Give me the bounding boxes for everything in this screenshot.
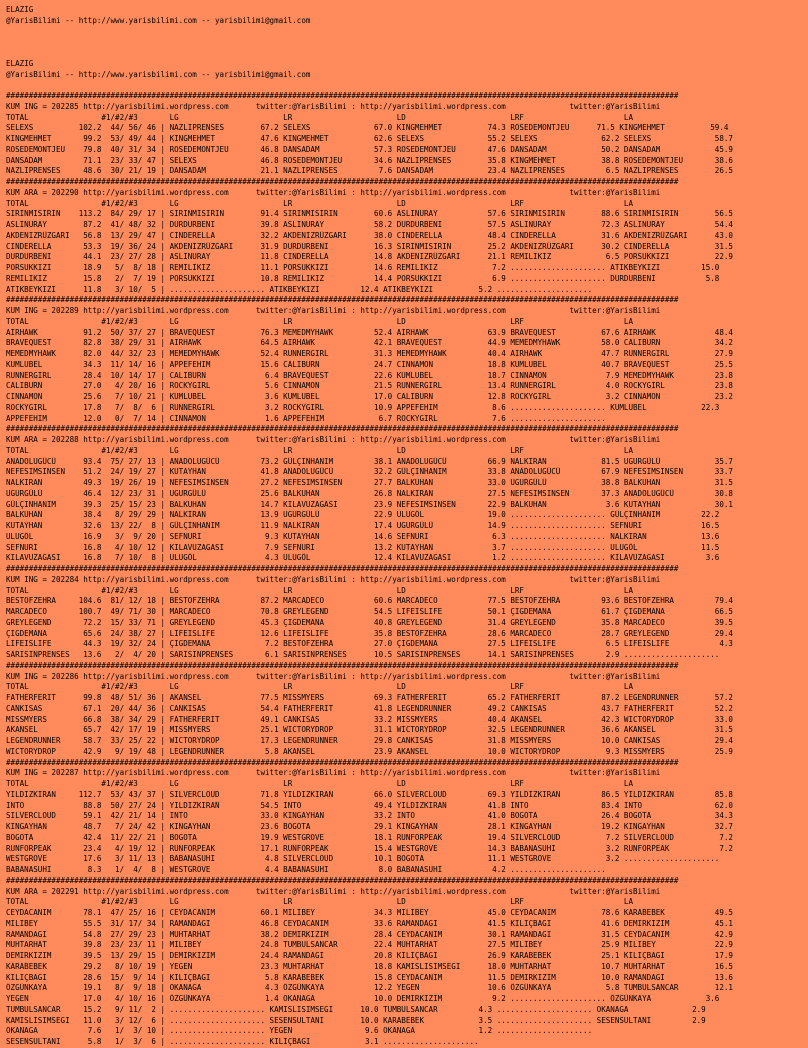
result-row: BESTOFZEHRA 104.6 81/ 12/ 18 | BESTOFZEHRA 87.2 MARCADECO 60.6 MARCADECO 77.5 BESTOFZEHRA 93.6 BESTOFZEHRA 79.4 (6, 596, 733, 606)
section-divider: #################################################################################################################################################### (6, 424, 679, 434)
race-header: KUM ING = 202289 http://yarisbilimi.wordpress.com twitter:@YarisBilimi : http://yarisbilimi.wordpress.com twitter:@YarisBilimi (6, 306, 661, 315)
result-row: ATIKBEYKIZI 11.8 3/ 10/ 5 | ..................... ATIKBEYKIZI 12.4 ATIKBEYKIZI 5.2 ..................... (6, 284, 593, 294)
result-row: AKANSEL 65.7 42/ 17/ 19 | MISSMYERS 25.1 WICTORYDROP 31.1 WICTORYDROP 32.5 LEGENDRUNNER 36.6 AKANSEL 31.5 (6, 725, 733, 735)
result-row: GREYLEGEND 72.2 15/ 33/ 71 | GREYLEGEND 45.3 ÇIGDEMANA 40.8 GREYLEGEND 31.4 GREYLEGEND 35.8 MARCADECO 39.5 (6, 617, 733, 627)
result-row: NAZLIPRENSES 48.6 30/ 21/ 19 | DANSADAM 21.1 NAZLIPRENSES 7.6 DANSADAM 23.4 NAZLIPRENSES 6.5 NAZLIPRENSES 26.5 (6, 166, 733, 176)
result-row: MEMEDMYHAWK 82.0 44/ 32/ 23 | MEMEDMYHAWK 52.4 RUNNERGIRL 31.3 MEMEDMYHAWK 40.4 AIRHAWK 47.7 RUNNERGIRL 27.9 (6, 349, 733, 358)
race-header: KUM ING = 202284 http://yarisbilimi.wordpress.com twitter:@YarisBilimi : http://yarisbilimi.wordpress.com twitter:@YarisBilimi (6, 574, 661, 584)
result-row: CANKISAS 67.1 20/ 44/ 36 | CANKISAS 54.4 FATHERFERIT 41.8 LEGENDRUNNER 49.2 CANKISAS 43.7 FATHERFERIT 52.2 (6, 703, 733, 713)
result-row: AKDENIZRÜZGARI 56.8 13/ 29/ 47 | CINDERELLA 32.2 AKDENIZRÜZGARI 38.0 CINDERELLA 48.4 CINDERELLA 31.6 AKDENIZRÜZGARI 43.0 (6, 230, 733, 240)
result-row: UGURGÜLÜ 46.4 12/ 23/ 31 | UGURGÜLÜ 25.6 BALKUHAN 26.8 NALKIRAN 27.5 NEFESIMSINSEN 37.3 ANADOLUGÜCÜ 30.8 (6, 488, 733, 498)
result-row: CINNAMON 25.6 7/ 10/ 21 | KUMLUBEL 3.6 KUMLUBEL 17.0 CALIBURN 12.8 ROCKYGIRL 3.2 CINNAMON 23.2 (6, 392, 733, 401)
result-row: SILVERCLOUD 59.1 42/ 21/ 14 | INTO 33.0 KINGAYHAN 33.2 INTO 41.0 BOGOTA 26.4 BOGOTA 34.3 (6, 811, 733, 821)
result-row: WICTORYDROP 42.9 9/ 19/ 48 | LEGENDRUNNER 5.8 AKANSEL 23.9 AKANSEL 10.0 WICTORYDROP 9.3 MISSMYERS 25.9 (6, 746, 733, 756)
result-row: NEFESIMSINSEN 51.2 24/ 19/ 27 | KUTAYHAN 41.8 ANADOLUGÜCÜ 32.2 GÜLÇINHANIM 33.8 ANADOLUGÜCÜ 67.9 NEFESIMSINSEN 33.7 (6, 467, 733, 477)
column-header: TOTAL #1/#2/#3 LG LR LD LRF LA (6, 897, 634, 907)
result-row: ULUGÖL 16.9 3/ 9/ 20 | SEFNURI 9.3 KUTAYHAN 14.6 SEFNURI 6.3 ..................... NALKIRAN 13.6 (6, 531, 720, 541)
result-row: MUHTARHAT 39.8 23/ 23/ 11 | MILIBEY 24.8 TUMBULSANCAR 22.4 MUHTARHAT 27.5 MILIBEY 25.9 MILIBEY 22.9 (6, 940, 733, 950)
race-results-report (6, 91, 808, 1048)
race-header: KUM ARA = 202290 http://yarisbilimi.wordpress.com twitter:@YarisBilimi : http://yarisbilimi.wordpress.com twitter:@YarisBilimi (6, 187, 661, 197)
result-row: BABANASUHI 8.3 1/ 4/ 8 | WESTGROVE 4.4 BABANASUHI 8.0 BABANASUHI 4.2 ..................... (6, 865, 606, 874)
result-row: ASLINURAY 87.2 41/ 48/ 32 | DURDURBENI 39.8 ASLINURAY 58.2 DURDURBENI 57.5 ASLINURAY 72.3 ASLINURAY 54.4 (6, 220, 733, 229)
column-header: TOTAL #1/#2/#3 LG LR LD LRF LA (6, 779, 634, 788)
result-row: SESENSULTANI 5.8 1/ 3/ 6 | ..................... KILIÇBAGI 3.1 ..................... (6, 1037, 479, 1046)
result-row: GÜLÇINHANIM 39.3 25/ 15/ 23 | BALKUHAN 14.7 KILAVUZAGASI 23.9 NEFESIMSINSEN 22.9 BALKUHAN 3.6 KUTAYHAN 30.1 (6, 499, 733, 509)
result-row: APPEFEHIM 12.0 0/ 7/ 14 | CINNAMON 1.6 APPEFEHIM 6.7 ROCKYGIRL 7.6 ..................... (6, 413, 606, 423)
section-divider: #################################################################################################################################################### (6, 91, 679, 100)
result-row: KAMISLISIMSEGI 11.0 3/ 12/ 6 | ..................... SESENSULTANI 10.0 KARABEBEK 3.5 ..................... SESENSULTANI 2.9 (6, 1015, 706, 1025)
result-row: KINGMEHMET 99.2 53/ 49/ 44 | KINGMEHMET 47.6 KINGMEHMET 62.6 SELEXS 55.2 SELEXS 62.2 SELEXS 58.7 (6, 134, 733, 143)
result-row: DEMIRKIZIM 39.5 13/ 29/ 15 | DEMIRKIZIM 24.4 RAMANDAGI 20.8 KILIÇBAGI 26.9 KARABEBEK 25.1 KILIÇBAGI 17.9 (6, 951, 733, 960)
column-header: TOTAL #1/#2/#3 LG LR LD LRF LA (6, 316, 634, 326)
result-row: ANADOLUGÜCÜ 93.4 75/ 27/ 13 | ANADOLUGÜCÜ 73.2 GÜLÇINHANIM 38.1 ANADOLUGÜCÜ 66.9 NALKIRAN 81.5 UGURGÜLÜ 35.7 (6, 456, 733, 466)
result-row: SARISINPRENSES 13.6 2/ 4/ 20 | SARISINPRENSES 6.1 SARISINPRENSES 10.5 SARISINPRENSES 14.1 SARISINPRENSES 2.9 ..................... (6, 650, 720, 659)
result-row: FATHERFERIT 99.8 48/ 51/ 36 | AKANSEL 77.5 MISSMYERS 69.3 FATHERFERIT 65.2 FATHERFERIT 87.2 LEGENDRUNNER 57.2 (6, 693, 733, 702)
result-row: SIRINMISIRIN 113.2 84/ 29/ 17 | SIRINMISIRIN 91.4 SIRINMISIRIN 60.6 ASLINURAY 57.6 SIRINMISIRIN 88.6 SIRINMISIRIN 56.5 (6, 209, 733, 219)
result-row: SELEXS 102.2 44/ 56/ 46 | NAZLIPRENSES 67.2 SELEXS 67.0 KINGMEHMET 74.3 ROSEDEMONTJEU 71.5 KINGMEHMET 59.4 (6, 123, 729, 133)
result-row: SEFNURI 16.8 4/ 10/ 12 | KILAVUZAGASI 7.9 SEFNURI 13.2 KUTAYHAN 3.7 ..................... ULUGÖL 11.5 (6, 542, 720, 552)
result-row: MILIBEY 55.5 31/ 17/ 34 | RAMANDAGI 46.8 CEYDACANIM 33.6 RAMANDAGI 41.5 KILIÇBAGI 41.6 DEMIRKIZIM 45.1 (6, 918, 733, 928)
race-header: KUM ING = 202285 http://yarisbilimi.wordpress.com twitter:@YarisBilimi : http://yarisbilimi.wordpress.com twitter:@YarisBilimi (6, 101, 661, 111)
result-row: LIFEISLIFE 44.3 19/ 32/ 24 | ÇIGDEMANA 7.2 BESTOFZEHRA 27.0 ÇIGDEMANA 27.5 LIFEISLIFE 6.5 LIFEISLIFE 4.3 (6, 639, 733, 649)
result-row: LEGENDRUNNER 58.7 33/ 25/ 22 | WICTORYDROP 17.3 LEGENDRUNNER 29.8 CANKISAS 31.8 MISSMYERS 10.0 CANKISAS 29.4 (6, 736, 733, 745)
result-row: RUNNERGIRL 28.4 10/ 14/ 17 | CALIBURN 6.4 BRAVEQUEST 22.6 KUMLUBEL 18.7 CINNAMON 7.9 MEMEDMYHAWK 23.8 (6, 370, 733, 380)
section-divider: #################################################################################################################################################### (6, 564, 679, 573)
result-row: KARABEBEK 29.2 8/ 10/ 19 | YEGEN 23.3 MUHTARHAT 18.8 KAMISLISIMSEGI 18.0 MUHTARHAT 10.7 MUHTARHAT 16.5 (6, 961, 733, 971)
section-divider: #################################################################################################################################################### (6, 295, 679, 305)
result-row: NALKIRAN 49.3 19/ 26/ 19 | NEFESIMSINSEN 27.2 NEFESIMSINSEN 27.7 BALKUHAN 33.0 UGURGÜLÜ 38.8 BALKUHAN 31.5 (6, 478, 733, 487)
result-row: CEYDACANIM 78.1 47/ 25/ 16 | CEYDACANIM 60.1 MILIBEY 34.3 MILIBEY 45.0 CEYDACANIM 78.6 KARABEBEK 49.5 (6, 908, 733, 917)
result-row: TUMBULSANCAR 15.2 9/ 11/ 2 | ..................... KAMISLISIMSEGI 10.0 TUMBULSANCAR 4.3 ..................... OKANAGA 2.9 (6, 1004, 706, 1014)
column-header: TOTAL #1/#2/#3 LG LR LD LRF LA (6, 445, 634, 455)
result-row: WESTGROVE 17.6 3/ 11/ 13 | BABANASUHI 4.8 SILVERCLOUD 10.1 BOGOTA 11.1 WESTGROVE 3.2 ..................... (6, 854, 720, 864)
race-header: KUM ARA = 202288 http://yarisbilimi.wordpress.com twitter:@YarisBilimi : http://yarisbilimi.wordpress.com twitter:@YarisBilimi (6, 435, 661, 444)
column-header: TOTAL #1/#2/#3 LG LR LD LRF LA (6, 198, 634, 208)
result-row: DURDURBENI 44.1 23/ 27/ 28 | ASLINURAY 11.8 CINDERELLA 14.8 AKDENIZRÜZGARI 21.1 REMILIKIZ 6.5 PORSUKKIZI 22.9 (6, 252, 733, 262)
spacer (6, 37, 808, 48)
header-city: ELAZIG (6, 58, 34, 68)
result-row: RUNFORPEAK 23.4 4/ 19/ 12 | RUNFORPEAK 17.1 RUNFORPEAK 15.4 WESTGROVE 14.3 BABANASUHI 3.2 RUNFORPEAK 7.2 (6, 843, 733, 853)
column-header: TOTAL #1/#2/#3 LG LR LD LRF LA (6, 585, 634, 595)
result-row: CINDERELLA 53.3 19/ 36/ 24 | AKDENIZRÜZGARI 31.9 DURDURBENI 16.3 SIRINMISIRIN 25.2 AKDENIZRÜZGARI 30.2 CINDERELLA 31.5 (6, 241, 733, 251)
result-row: BOGOTA 42.4 11/ 22/ 21 | BOGOTA 19.9 WESTGROVE 18.1 RUNFORPEAK 19.4 SILVERCLOUD 7.2 SILVERCLOUD 7.2 (6, 832, 733, 842)
result-row: RAMANDAGI 54.8 27/ 29/ 23 | MUHTARHAT 38.2 DEMIRKIZIM 28.4 CEYDACANIM 30.1 RAMANDAGI 31.5 CEYDACANIM 42.9 (6, 929, 733, 939)
result-row: KILIÇBAGI 28.6 15/ 9/ 14 | KILIÇBAGI 5.8 KARABEBEK 15.8 CEYDACANIM 11.5 DEMIRKIZIM 10.0 RAMANDAGI 13.6 (6, 972, 733, 982)
result-row: BRAVEQUEST 82.8 38/ 29/ 31 | AIRHAWK 64.5 AIRHAWK 42.1 BRAVEQUEST 44.9 MEMEDMYHAWK 58.0 CALIBURN 34.2 (6, 338, 733, 348)
result-row: INTO 88.8 50/ 27/ 24 | YILDIZKIRAN 54.5 INTO 49.4 YILDIZKIRAN 41.8 INTO 83.4 INTO 62.0 (6, 800, 733, 810)
spacer (6, 27, 808, 38)
spacer (6, 80, 808, 91)
result-row: ROCKYGIRL 17.8 7/ 8/ 6 | RUNNERGIRL 3.2 ROCKYGIRL 10.9 APPEFEHIM 8.6 ..................... KUMLUBEL 22.3 (6, 402, 720, 412)
section-divider: #################################################################################################################################################### (6, 757, 679, 767)
spacer (6, 48, 808, 59)
section-divider: #################################################################################################################################################### (6, 660, 679, 670)
header-city: ELAZIG (6, 5, 34, 14)
result-row: CALIBURN 27.0 4/ 20/ 16 | ROCKYGIRL 5.6 CINNAMON 21.5 RUNNERGIRL 13.4 RUNNERGIRL 4.0 ROCKYGIRL 23.8 (6, 381, 733, 391)
result-row: AIRHAWK 91.2 50/ 37/ 27 | BRAVEQUEST 76.3 MEMEDMYHAWK 52.4 AIRHAWK 63.9 BRAVEQUEST 67.6 AIRHAWK 48.4 (6, 327, 733, 337)
race-header: KUM ING = 202287 http://yarisbilimi.wordpress.com twitter:@YarisBilimi : http://yarisbilimi.wordpress.com twitter:@YarisBilimi (6, 768, 661, 778)
result-row: OKANAGA 7.6 1/ 3/ 10 | ..................... YEGEN 9.6 OKANAGA 1.2 ..................... (6, 1026, 593, 1036)
race-header: KUM ARA = 202291 http://yarisbilimi.wordpress.com twitter:@YarisBilimi : http://yarisbilimi.wordpress.com twitter:@YarisBilimi (6, 886, 661, 896)
result-row: DANSADAM 71.1 23/ 33/ 47 | SELEXS 46.8 ROSEDEMONTJEU 34.6 NAZLIPRENSES 35.8 KINGMEHMET 38.8 ROSEDEMONTJEU 38.6 (6, 155, 733, 165)
result-row: ÇIGDEMANA 65.6 24/ 38/ 27 | LIFEISLIFE 12.6 LIFEISLIFE 35.8 BESTOFZEHRA 28.6 MARCADECO 28.7 GREYLEGEND 29.4 (6, 628, 733, 638)
result-row: YILDIZKIRAN 112.7 53/ 43/ 37 | SILVERCLOUD 71.8 YILDIZKIRAN 66.0 SILVERCLOUD 69.3 YILDIZKIRAN 86.5 YILDIZKIRAN 85.8 (6, 789, 733, 799)
column-header: TOTAL #1/#2/#3 LG LR LD LRF LA (6, 112, 634, 122)
result-row: YEGEN 17.0 4/ 10/ 16 | ÖZGÜNKAYA 1.4 OKANAGA 10.0 DEMIRKIZIM 9.2 ..................... ÖZGÜNKAYA 3.6 (6, 994, 720, 1003)
result-row: ROSEDEMONTJEU 79.8 40/ 31/ 34 | ROSEDEMONTJEU 46.8 DANSADAM 57.3 ROSEDEMONTJEU 47.6 DANSADAM 50.2 DANSADAM 45.9 (6, 144, 733, 154)
race-header: KUMLUBEL 34.3 11/ 14/ 16 | APPEFEHIM 15.6 CALIBURN 24.7 CINNAMON 18.8 KUMLUBEL 40.7 BRAVEQUEST 25.5 (6, 359, 733, 369)
result-row: KINGAYHAN 48.7 7/ 24/ 42 | KINGAYHAN 23.6 BOGOTA 29.1 KINGAYHAN 28.1 KINGAYHAN 19.2 KINGAYHAN 32.7 (6, 822, 733, 831)
result-row: MARCADECO 100.7 49/ 71/ 30 | MARCADECO 70.8 GREYLEGEND 54.5 LIFEISLIFE 50.1 ÇIGDEMANA 61.7 ÇIGDEMANA 66.5 (6, 607, 733, 616)
section-divider: #################################################################################################################################################### (6, 177, 679, 186)
result-row: KILAVUZAGASI 16.8 7/ 10/ 8 | ULUGÖL 4.3 ULUGÖL 12.4 KILAVUZAGASI 1.2 ..................... KILAVUZAGASI 3.6 (6, 553, 720, 563)
section-divider: #################################################################################################################################################### (6, 875, 679, 885)
result-row: REMILIKIZ 15.8 2/ 7/ 19 | PORSUKKIZI 10.8 REMILIKIZ 14.4 PORSUKKIZI 6.9 ..................... DURDURBENI 5.8 (6, 273, 720, 283)
race-header: KUM ING = 202286 http://yarisbilimi.wordpress.com twitter:@YarisBilimi : http://yarisbilimi.wordpress.com twitter:@YarisBilimi (6, 671, 661, 681)
result-row: ÖZGÜNKAYA 19.1 8/ 9/ 18 | OKANAGA 4.3 ÖZGÜNKAYA 12.2 YEGEN 10.6 ÖZGÜNKAYA 5.8 TUMBULSANCAR 12.1 (6, 983, 733, 993)
result-row: BALKUHAN 38.4 8/ 29/ 29 | NALKIRAN 13.9 UGURGÜLÜ 22.9 ULUGÖL 19.0 ..................... GÜLÇINHANIM 22.2 (6, 510, 720, 520)
result-row: KUTAYHAN 32.6 13/ 22/ 8 | GÜLÇINHANIM 11.9 NALKIRAN 17.4 UGURGÜLÜ 14.9 ..................... SEFNURI 16.5 (6, 521, 720, 530)
column-header: TOTAL #1/#2/#3 LG LR LD LRF LA (6, 682, 634, 692)
result-row: PORSUKKIZI 18.9 5/ 8/ 18 | REMILIKIZ 11.1 PORSUKKIZI 14.6 REMILIKIZ 7.2 ..................... ATIKBEYKIZI 15.0 (6, 263, 720, 272)
result-row: MISSMYERS 66.8 38/ 34/ 29 | FATHERFERIT 49.1 CANKISAS 33.2 MISSMYERS 40.4 AKANSEL 42.3 WICTORYDROP 33.0 (6, 714, 733, 724)
header-contact: @YarisBilimi -- http://www.yarisbilimi.com -- yarisbilimi@gmail.com (6, 15, 311, 25)
header-contact: @YarisBilimi -- http://www.yarisbilimi.com -- yarisbilimi@gmail.com (6, 69, 311, 79)
